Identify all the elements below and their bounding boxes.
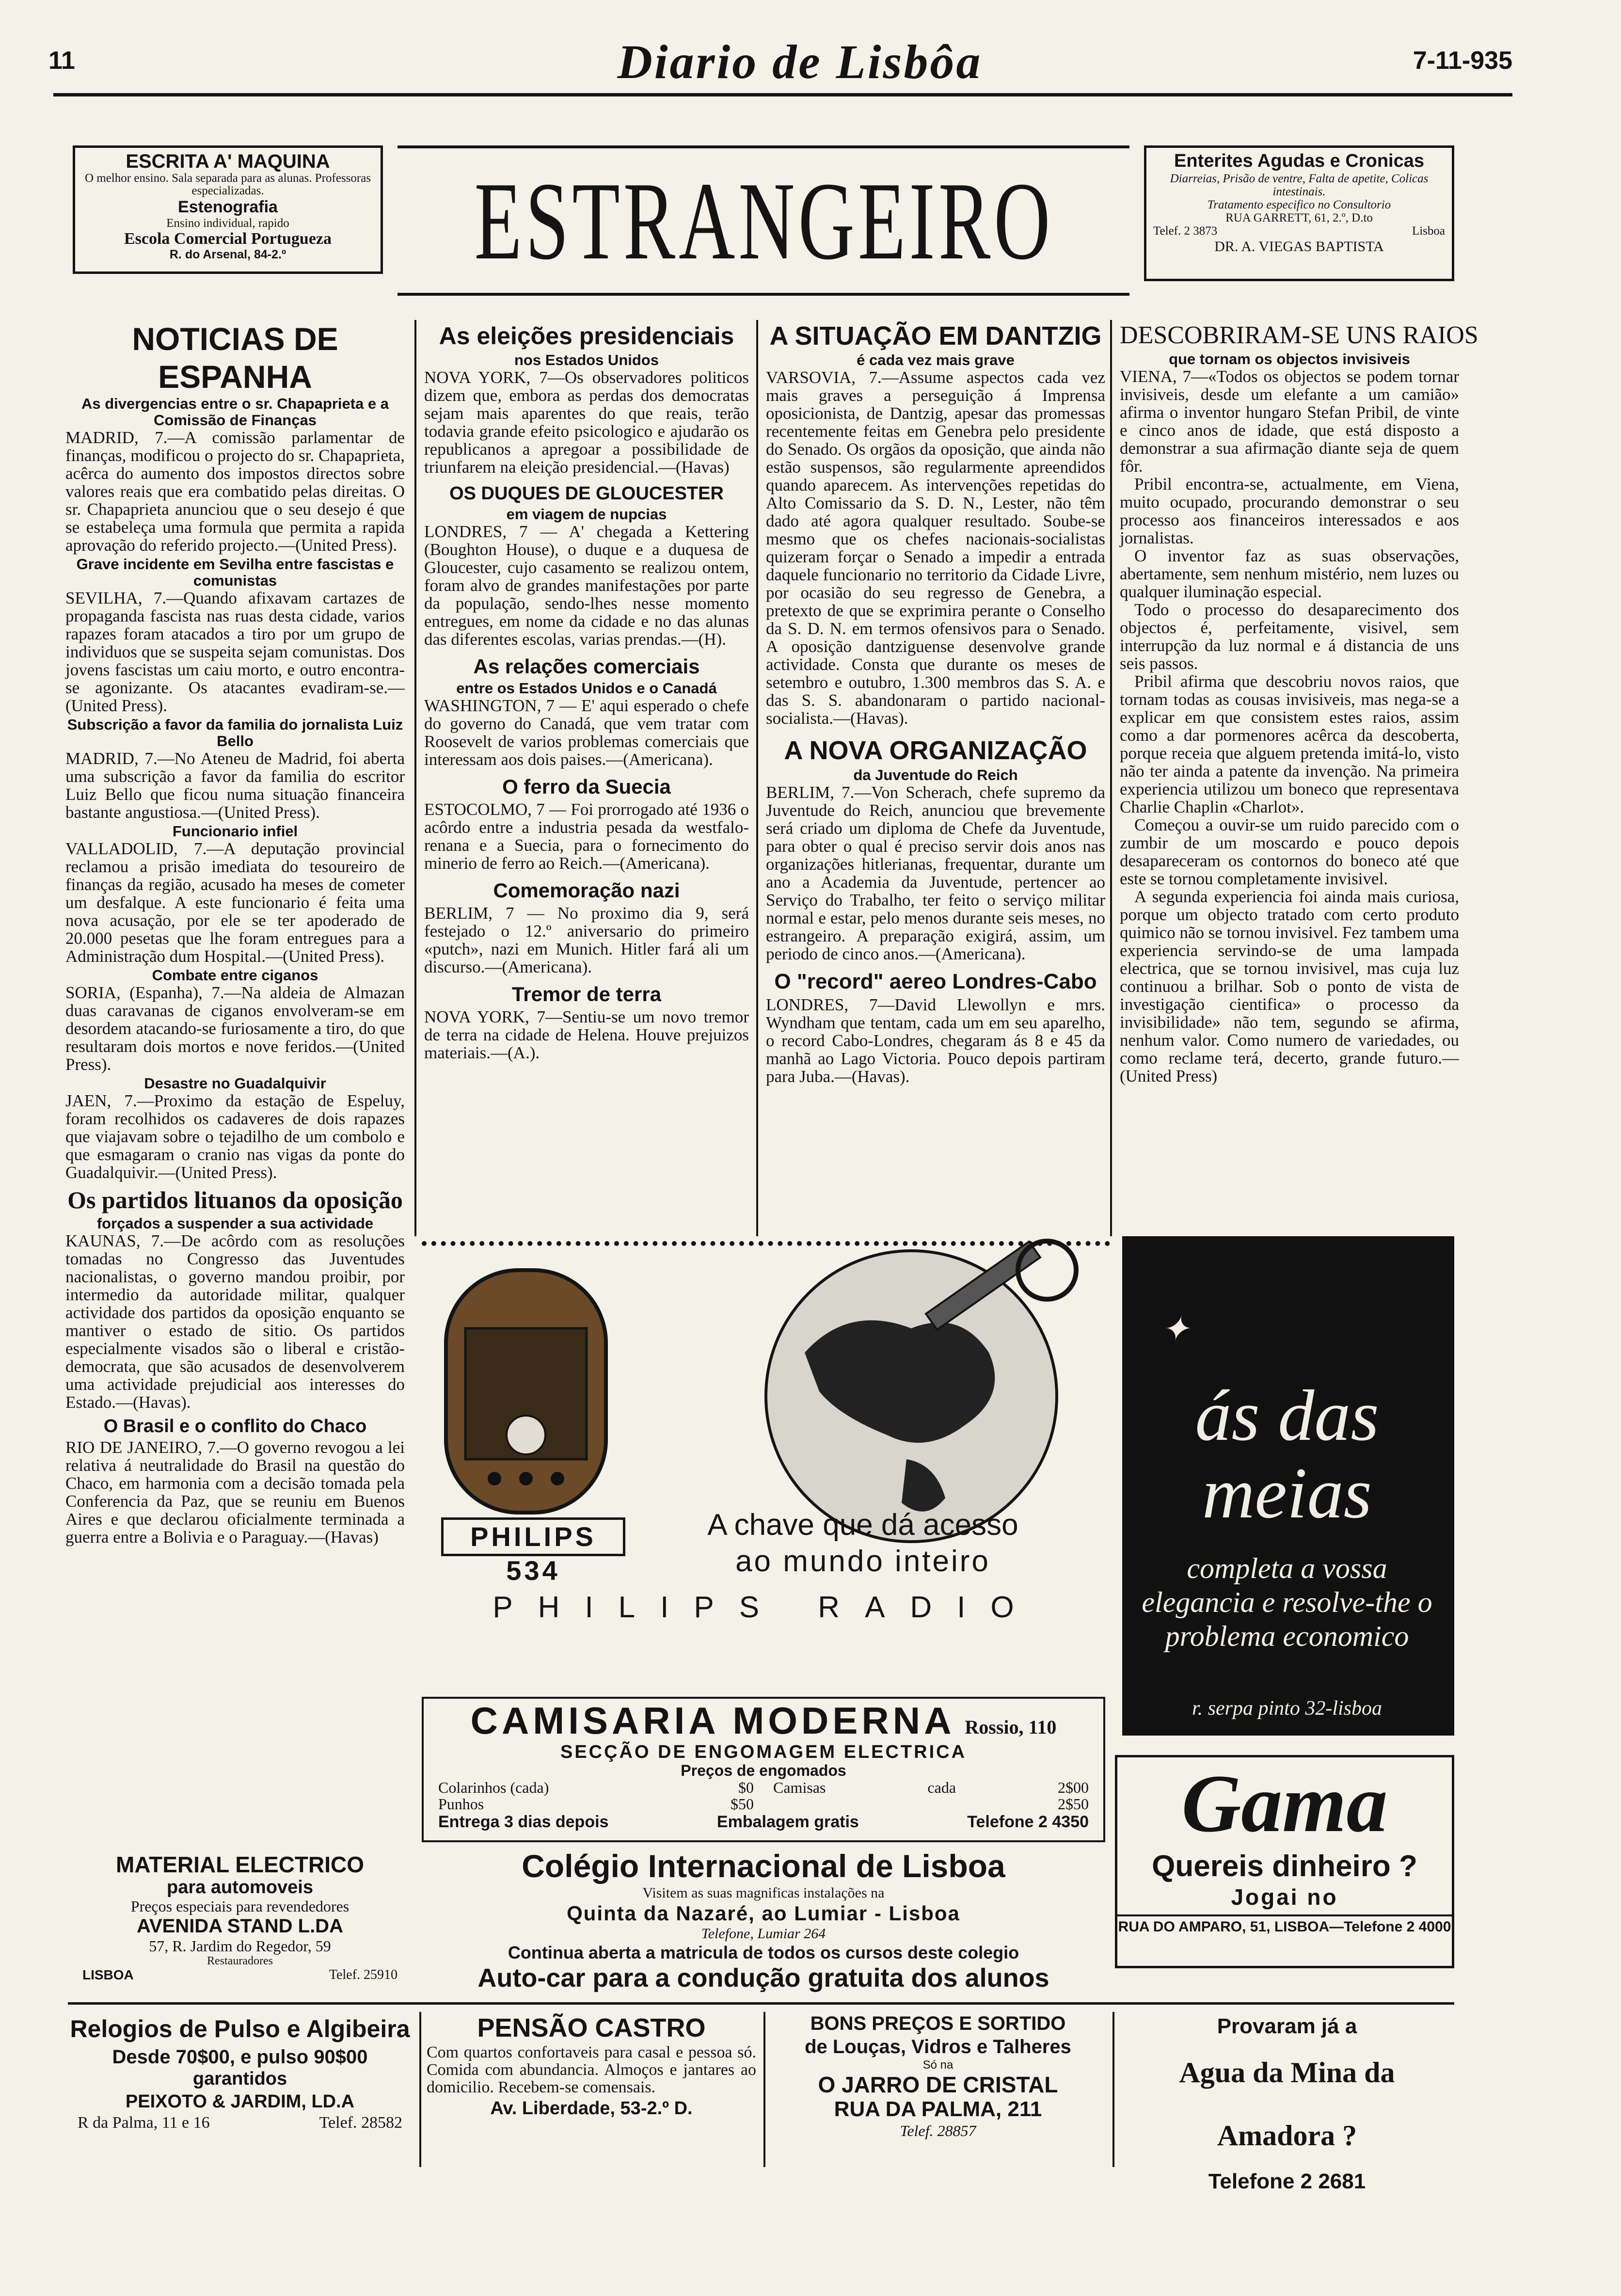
ad-enterites-phone: Telef. 2 3873 <box>1153 224 1218 238</box>
column-rule <box>756 320 758 1236</box>
section-title: ESTRANGEIRO <box>474 159 1054 283</box>
ad-escrita-address: R. do Arsenal, 84-2.º <box>169 248 286 261</box>
meias-tagline: completa a vossa elegancia e resolve-the o problema economico <box>1142 1552 1432 1652</box>
gama-brand: Gama <box>1181 1758 1388 1849</box>
ad-escrita-maquina <box>73 145 383 274</box>
camisaria-row2-price: $50 <box>731 1795 754 1813</box>
sweden-heading: O ferro da Suecia <box>502 775 671 798</box>
spain-sub1: As divergencias entre o sr. Chapaprieta e a Comissão de Finanças <box>81 395 389 429</box>
ad-escrita-school: Escola Comercial Portugueza <box>124 230 332 248</box>
spain-sub6: Desastre no Guadalquivir <box>144 1075 326 1092</box>
material-line1: Preços especiais para revendedores <box>130 1897 350 1915</box>
camisaria-row3-label: Camisas <box>773 1779 826 1796</box>
masthead-rule <box>53 93 1512 96</box>
lithuania-heading: Os partidos lituanos da oposição <box>67 1186 403 1213</box>
relations-heading: As relações comerciais <box>473 655 700 678</box>
camisaria-row3-price: 2$00 <box>1057 1779 1089 1796</box>
elections-p: NOVA YORK, 7—Os observadores politicos dizem que, embora as perdas dos democratas sejam mais aparentes do que reais, terão todavia grande efeito psicologico e ajudarão os republicanos a apregoar a possibilidade de triunfarem na eleição presidencial.—(Havas) <box>424 368 749 477</box>
column-spain <box>65 320 405 1547</box>
material-heading: MATERIAL ELECTRICO <box>116 1852 364 1877</box>
spain-p1: MADRID, 7.—A comissão parlamentar de finanças, modificou o projecto do sr. Chapaprieta, acêrca do aumento dos impostos directos sobre valores reais que era combatido pelas direitas. O sr. Chapaprieta anunciou que o seu desejo é que se estabeleça uma formula que permita a rapida aprovação do referido projecto.—(United Press). <box>65 428 405 555</box>
rays-p6: Começou a ouvir-se um ruido parecido com o zumbir de um moscardo e pouco depois desapareceram os contornos do boneco até que este se tornou completamente invisivel. <box>1120 815 1459 888</box>
relogios-title: Relogios de Pulso e Algibeira <box>70 2015 410 2042</box>
dantzig-p: VARSOVIA, 7.—Assume aspectos cada vez mais graves a perseguição á Imprensa oposicionista, de Dantzig, apesar das promessas recentemente feitas em Genebra pelo presidente do Senado. Os orgãos da oposição, que ainda não estão suspensos, são regularmente apreendidos quando aparecem. As intervenções repetidas do Alto Comissario da S. D. N., Lester, não têm dado até agora qualquer resultado. Soube-se mesmo que os chefes nacionais-socialistas quizeram forçar o Senado a impedir a entrada daquele funcionario no territorio da Cidade Livre, por ocasião do seu regresso de Genebra, a pretexto de que se exprimira perante o Conselho da S. D. N. em termos ofensivos para o Senado. A oposição dantziguense desenvolve grande actividade. Consta que durante os meses de setembro e outubro, 1.300 membros das S. A. e das S. S. abandonaram o partido nacional-socialista.—(Havas). <box>766 368 1105 728</box>
ad-enterites-city: Lisboa <box>1412 224 1445 238</box>
colegio-line3: Telefone, Lumiar 264 <box>701 1926 826 1942</box>
philips-brand: PHILIPS RADIO <box>493 1591 1039 1624</box>
ad-enterites-line1: Diarreias, Prisão de ventre, Falta de apetite, Colicas intestinais. <box>1170 172 1429 198</box>
relations-sub: entre os Estados Unidos e o Canadá <box>456 680 717 697</box>
bottom-ads-rule <box>68 2002 1454 2005</box>
dantzig-heading: A SITUAÇÃO EM DANTZIG <box>769 321 1102 351</box>
relogios-line2: garantidos <box>192 2069 287 2089</box>
camisaria-footer3: Telefone 2 4350 <box>967 1813 1089 1831</box>
camisaria-row1-price: $0 <box>738 1779 754 1796</box>
earthquake-p: NOVA YORK, 7—Sentiu-se um novo tremor de terra na cidade de Helena. Houve prejuizos materiais.—(A.). <box>424 1007 749 1062</box>
ad-escrita-heading: ESCRITA A' MAQUINA <box>126 151 330 172</box>
section-banner <box>397 145 1129 296</box>
page-number: 11 <box>48 47 75 75</box>
jarro-line3: Só na <box>922 2058 954 2072</box>
rays-heading: DESCOBRIRAM-SE UNS RAIOS <box>1120 321 1478 349</box>
gloucester-p: LONDRES, 7 — A' chegada a Kettering (Boughton House), o duque e a duquesa de Gloucester, cujo casamento se realizou ontem, foram alvo de grandes manifestações por parte da população, sendo-lhes nesse momento entregues, em nome da cidade e no das alunas das diferentes escolas, varias prendas.—(H). <box>424 522 749 649</box>
ad-enterites-line3: RUA GARRETT, 61, 2.º, D.to <box>1225 211 1373 224</box>
camisaria-row1-label: Colarinhos (cada) <box>438 1779 549 1796</box>
gloucester-sub: em viagem de nupcias <box>506 506 667 523</box>
material-phone: Telef. 25910 <box>329 1967 397 1982</box>
camisaria-title: CAMISARIA MODERNA <box>470 1699 955 1742</box>
gama-address: RUA DO AMPARO, 51, LISBOA—Telefone 2 4000 <box>1117 1914 1452 1938</box>
reich-heading: A NOVA ORGANIZAÇÃO <box>784 736 1087 765</box>
spain-p4: VALLADOLID, 7.—A deputação provincial reclamou a prisão imediata do tesoureiro de finanças da região, acusado ha meses de cometer um desfalque. A este funcionario é feita uma nova acusação, por ele se ter apoderado de 20.000 pesetas que lhe foram entregues para a Administração dum Hospital.—(United Press). <box>65 839 405 966</box>
lithuania-sub: forçados a suspender a sua actividade <box>96 1215 374 1232</box>
record-heading: O "record" aereo Londres-Cabo <box>774 970 1097 993</box>
jarro-phone: Telef. 28857 <box>900 2122 976 2139</box>
ad-jarro <box>771 2012 1105 2167</box>
meias-address: r. serpa pinto 32-lisboa <box>1192 1697 1383 1720</box>
material-city: LISBOA <box>82 1967 134 1982</box>
gama-line1: Quereis dinheiro ? <box>1152 1850 1417 1883</box>
spain-p3: MADRID, 7.—No Ateneu de Madrid, foi aberta uma subscrição a favor da familia do escritor Luiz Bello que ficou numa situação financeira bastante angustiosa.—(United Press). <box>65 749 405 822</box>
ad-camisaria <box>422 1697 1105 1842</box>
column-rule <box>1112 2012 1114 2167</box>
pensao-address: Av. Liberdade, 53-2.º D. <box>490 2098 693 2119</box>
ad-enterites <box>1144 145 1454 281</box>
column-rule <box>419 2012 421 2167</box>
ad-pensao <box>427 2012 756 2167</box>
chaco-heading: O Brasil e o conflito do Chaco <box>103 1416 367 1436</box>
spain-p6: JAEN, 7.—Proximo da estação de Espeluy, foram recolhidos os cadaveres de dois rapazes que viajavam sobre o tejadilho de um combolo e que esmagaram o cranio nas vigas da ponte do Guadalquivir.—(United Press). <box>65 1091 405 1182</box>
relogios-phone: Telef. 28582 <box>319 2114 402 2132</box>
camisaria-sub: SECÇÃO DE ENGOMAGEM ELECTRICA <box>560 1742 967 1762</box>
camisaria-row2-label: Punhos <box>438 1795 484 1813</box>
jarro-line1: BONS PREÇOS E SORTIDO <box>810 2013 1066 2034</box>
ad-enterites-line2: Tratamento especifico no Consultorio <box>1207 198 1391 211</box>
reich-sub: da Juventude do Reich <box>853 766 1018 783</box>
colegio-line2: Quinta da Nazaré, ao Lumiar - Lisboa <box>567 1902 960 1925</box>
material-address: 57, R. Jardim do Regedor, 59 <box>149 1937 331 1955</box>
jarro-line2: de Louças, Vidros e Talheres <box>805 2036 1071 2057</box>
column-world <box>424 320 749 1236</box>
ad-agua <box>1120 2012 1454 2193</box>
ad-philips <box>422 1241 1110 1673</box>
ad-escrita-line1: O melhor ensino. Sala separada para as alunas. Professoras especializadas. <box>84 172 371 197</box>
spain-sub3: Subscrição a favor da familia do jornalista Luiz Bello <box>67 716 403 749</box>
camisaria-footer2: Embalagem gratis <box>716 1813 859 1831</box>
jarro-line5: RUA DA PALMA, 211 <box>834 2097 1042 2121</box>
gama-line2: Jogai no <box>1231 1884 1338 1910</box>
rays-p3: O inventor faz as suas observações, abertamente, sem nenhum mistério, nem luzes ou qualquer iluminação especial. <box>1120 546 1459 601</box>
radio-globe-illustration <box>422 1251 1110 1551</box>
lithuania-p: KAUNAS, 7.—De acôrdo com as resoluções tomadas no Congresso das Juventudes nacionalistas, o governo mandou proibir, por intermedio da autoridade militar, qualquer actividade dos partidos da oposição enquanto se mantiver o estado de sitio. Os partidos especialmente visados são o liberal e cristão-democrata, que são acusados de desenvolverem uma actividade prejudicial aos interesses do Estado.—(Havas). <box>65 1231 405 1412</box>
ad-colegio <box>422 1847 1105 2002</box>
rays-p5: Pribil afirma que descobriu novos raios, que tornam todas as cousas invisiveis, mas nega-se a explicar em que consistem estes raios, assim como a dar pormenores acêrca da descoberta, porque receia que alguem pretenda imitá-lo, visto não ter ainda a patente da invenção. Na primeira experiencia utilizou um boneco que representava Charlie Chaplin «Charlot». <box>1120 672 1459 816</box>
camisaria-location: Rossio, 110 <box>965 1716 1057 1738</box>
ad-material-electrico <box>68 1852 412 1997</box>
relogios-shop: PEIXOTO & JARDIM, LD.A <box>125 2091 355 2112</box>
camisaria-sub2: Preços de engomados <box>681 1762 846 1779</box>
colegio-line4: Continua aberta a matricula de todos os cursos deste colegio <box>508 1943 1019 1962</box>
newspaper-title: Diario de Lisbôa <box>617 35 983 89</box>
spain-sub4: Funcionario infiel <box>172 823 298 840</box>
meias-diamond-icon: ✦ <box>1161 1311 1190 1348</box>
column-rule <box>414 320 416 1236</box>
pensao-text: Com quartos confortaveis para casal e pessoa só. Comida com abundancia. Almoços e jantares ao domicilio. Recebem-se comensais. <box>427 2043 756 2096</box>
elections-sub: nos Estados Unidos <box>514 351 659 368</box>
record-p: LONDRES, 7—David Llewollyn e mrs. Wyndham que tentam, cada um em seu aparelho, o record Cabo-Londres, chegaram ás 8 e 45 da manhã ao Lago Victoria. Pouco depois partiram para Juba.—(Havas). <box>766 995 1105 1086</box>
agua-phone: Telefone 2 2681 <box>1208 2169 1366 2193</box>
philips-slogan-2: ao mundo inteiro <box>735 1545 990 1578</box>
relogios-address: R da Palma, 11 e 16 <box>78 2114 210 2132</box>
dantzig-sub: é cada vez mais grave <box>857 351 1015 368</box>
reich-p: BERLIM, 7.—Von Scherach, chefe supremo da Juventude do Reich, anunciou que brevemente será criado um diploma de Chefe da Juventude, para obter o qual é preciso servir dois anos nas organizações hitlerianas, frequentar, durante um ano a Academia da Juventude, pertencer ao Serviço do Trabalho, ter feito o serviço militar normal e estar, pelo menos durante seis meses, no estrangeiro. A preparação exigirá, assim, um periodo de cinco anos.—(Americana). <box>766 783 1105 963</box>
spain-p2: SEVILHA, 7.—Quando afixavam cartazes de propaganda fascista nas ruas desta cidade, varios rapazes foram atacados a tiro por um grupo de individuos que se suspeita sejam comunistas. Dos jovens fascistas um caiu morto, e outro encontra-se agonizante. Os atacantes evadiram-se.—(United Press). <box>65 589 405 715</box>
spain-sub5: Combate entre ciganos <box>152 967 318 984</box>
column-rays <box>1120 320 1478 1231</box>
column-dantzig <box>766 320 1105 1236</box>
material-sub: para automoveis <box>167 1877 313 1897</box>
spain-heading: NOTICIAS DE ESPANHA <box>132 321 338 395</box>
relogios-line1: Desde 70$00, e pulso 90$00 <box>112 2046 368 2068</box>
camisaria-row3-word: cada <box>927 1779 956 1796</box>
rays-sub: que tornam os objectos invisiveis <box>1169 351 1410 367</box>
relations-p: WASHINGTON, 7 — E' aqui esperado o chefe do governo do Canadá, que vem tratar com Roosevelt de varios problemas comerciais que interessam aos dois paises.—(Americana). <box>424 696 749 769</box>
rays-p2: Pribil encontra-se, actualmente, em Viena, muito ocupado, procurando demonstrar o seu processo aos financeiros interessados e aos jornalistas. <box>1120 475 1459 547</box>
elections-heading: As eleições presidenciais <box>439 322 734 350</box>
material-area: Restauradores <box>207 1955 273 1967</box>
colegio-line5: Auto-car para a condução gratuita dos alunos <box>477 1963 1049 1993</box>
philips-slogan-1: A chave que dá acesso <box>707 1508 1018 1542</box>
ad-relogios <box>68 2012 412 2167</box>
earthquake-heading: Tremor de terra <box>511 983 662 1005</box>
camisaria-footer1: Entrega 3 dias depois <box>438 1813 609 1831</box>
rays-p4: Todo o processo do desaparecimento dos objectos é, perfeitamente, visivel, sem interrupção da luz normal e á distancia de uns seis passos. <box>1120 600 1459 673</box>
jarro-line4: O JARRO DE CRISTAL <box>818 2072 1058 2097</box>
nazi-heading: Comemoração nazi <box>493 879 680 902</box>
colegio-line1: Visitem as suas magnificas instalações na <box>642 1885 885 1901</box>
chaco-p: RIO DE JANEIRO, 7.—O governo revogou a lei relativa á neutralidade do Brasil na questão do Chaco, em harmonia com a decisão tomada pela Conferencia da Paz, que se reuniu em Buenos Aires e que declarou oficialmente terminada a guerra entre a Bolivia e o Paraguay.—(Havas) <box>65 1438 405 1547</box>
spain-sub2: Grave incidente em Sevilha entre fascistas e comunistas <box>76 556 394 589</box>
agua-line1: Provaram já a <box>1217 2014 1357 2038</box>
ad-enterites-doctor: DR. A. VIEGAS BAPTISTA <box>1214 239 1384 255</box>
nazi-p: BERLIM, 7 — No proximo dia 9, será festejado o 12.º aniversario do primeiro «putch», nazi em Munich. Hitler fará ali um discurso.—(Americana). <box>424 904 749 976</box>
camisaria-row4-price: 2$50 <box>1058 1795 1089 1813</box>
agua-line2: Agua da Mina da Amadora ? <box>1179 2057 1395 2152</box>
pensao-title: PENSÃO CASTRO <box>477 2013 706 2042</box>
sweden-p: ESTOCOLMO, 7 — Foi prorrogado até 1936 o acôrdo entre a industria pesada da westfalo-renana e a Suecia, para o fornecimento do minerio de ferro ao Reich.—(Americana). <box>424 800 749 873</box>
philips-model-badge: PHILIPS 534 <box>441 1517 625 1556</box>
rays-p7: A segunda experiencia foi ainda mais curiosa, porque um objecto tratado com certo produto quimico não se tornou invisivel. Fez tambem uma experiencia servindo-se de uma lampada electrica, que se tornou invisivel, mas cuja luz continuou a brilhar. Sob o ponto de vista de investigação cientifica» o processo da invisibilidade» não tem, segundo se afirma, nenhum valor. Como numero de variedades, ou como reclame terá, decerto, grande futuro.—(United Press) <box>1120 887 1459 1085</box>
issue-date: 7-11-935 <box>1413 47 1512 75</box>
column-rule <box>1110 320 1112 1236</box>
meias-headline: ás das meias <box>1195 1375 1379 1533</box>
ad-gama <box>1115 1755 1454 1968</box>
ad-escrita-sub: Estenografia <box>178 198 278 216</box>
ad-escrita-line2: Ensino individual, rapido <box>166 217 289 230</box>
colegio-title: Colégio Internacional de Lisboa <box>522 1848 1005 1884</box>
ad-meias <box>1122 1236 1454 1736</box>
gloucester-heading: OS DUQUES DE GLOUCESTER <box>449 483 724 504</box>
ad-enterites-heading: Enterites Agudas e Cronicas <box>1174 151 1424 171</box>
spain-p5: SORIA, (Espanha), 7.—Na aldeia de Almazan duas caravanas de ciganos envolveram-se em desordem atacando-se furiosamente a tiro, do que resultaram dois mortos e nove feridos.—(United Press). <box>65 983 405 1074</box>
column-rule <box>763 2012 765 2167</box>
material-shop: AVENIDA STAND L.DA <box>137 1915 343 1937</box>
rays-p1: VIENA, 7—«Todos os objectos se podem tornar invisiveis, desde um elefante a um camião» afirma o inventor hungaro Stefan Pribil, de vinte e cinco anos de idade, que está disposto a demonstrar a sua afirmação diante seja de quem fôr. <box>1120 367 1459 476</box>
